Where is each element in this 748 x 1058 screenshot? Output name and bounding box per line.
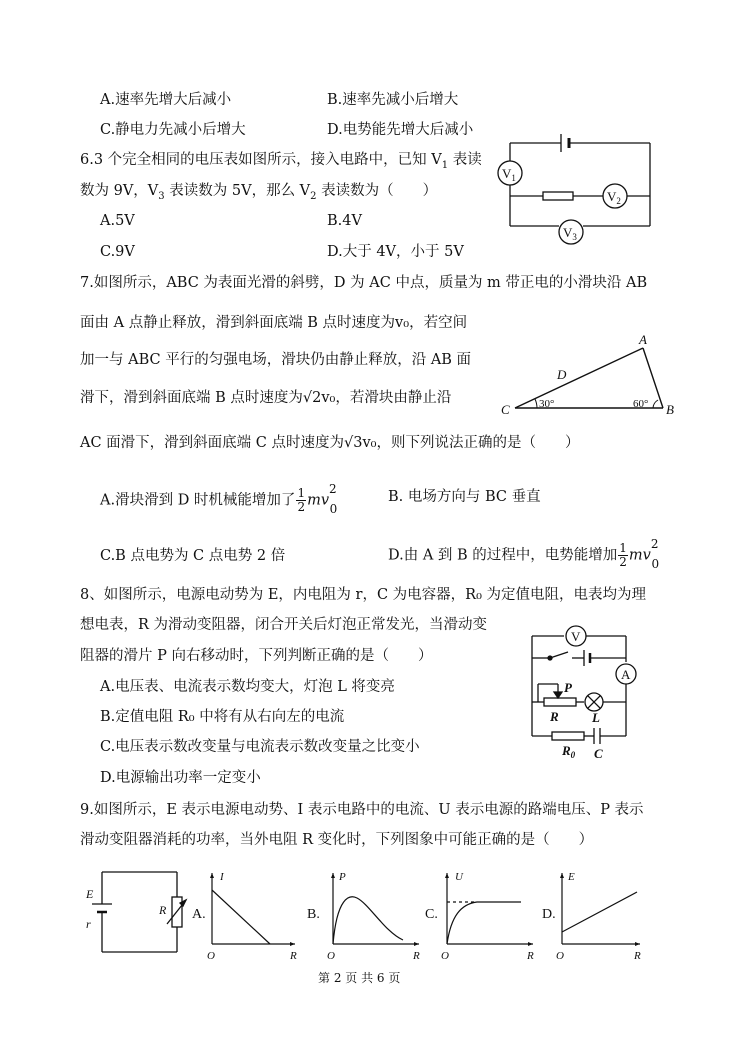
angle-b-label: 60° <box>633 398 649 410</box>
q9-stem-line1: 9.如图所示，E 表示电源电动势、I 表示电路中的电流、U 表示电源的路端电压、P 表示 <box>80 802 644 818</box>
svg-text:V2: $V_2$ <box>607 189 621 206</box>
q7-option-b: B. 电场方向与 BC 垂直 <box>388 489 541 505</box>
q7-stem-line5: AC 面滑下，滑到斜面底端 C 点时速度为√3v₀，则下列说法正确的是（ ） <box>80 435 580 451</box>
svg-text:V1: $V_1$ <box>502 166 516 183</box>
svg-text:U: U <box>455 871 463 883</box>
svg-text:V3: $V_3$ <box>563 225 577 242</box>
q6-voltmeter-circuit-diagram <box>495 128 660 248</box>
q8-option-c: C.电压表示数改变量与电流表示数改变量之比变小 <box>100 739 420 755</box>
svg-text:R: R <box>413 950 420 962</box>
point-d-label: D <box>557 367 567 382</box>
lamp-l-label: L <box>592 710 600 725</box>
point-a-label: A <box>639 332 647 347</box>
v2-label: V <box>607 189 617 204</box>
svg-text:O: O <box>207 950 215 962</box>
q7-option-d: D.由 A 到 B 的过程中，电势能增加 $\frac{1}{2}$ $mv^2_0$ <box>388 536 660 571</box>
capacitor-c-label: C <box>594 746 603 761</box>
q8-option-a: A.电压表、电流表示数均变大，灯泡 L 将变亮 <box>100 679 395 695</box>
svg-text:O: O <box>556 950 564 962</box>
q6-stem-line1: 6.3 个完全相同的电压表如图所示，接入电路中，已知 $V_1$ 表读 <box>80 152 482 171</box>
q7-stem-line1: 7.如图所示，ABC 为表面光滑的斜劈，D 为 AC 中点，质量为 m 带正电的小滑块沿 AB <box>80 275 648 291</box>
svg-text:R: R <box>634 950 641 962</box>
q8-option-b: B.定值电阻 R₀ 中将有从右向左的电流 <box>100 709 345 725</box>
svg-text:R0: $R_0$ <box>562 743 576 760</box>
q9-stem-line2: 滑动变阻器消耗的功率，当外电阻 R 变化时，下列图象中可能正确的是（ ） <box>80 832 594 848</box>
svg-text:O: O <box>327 950 335 962</box>
option-a-label: A. <box>192 907 206 922</box>
svg-text:E: E <box>568 871 575 883</box>
q6-option-a: A.5V <box>100 213 135 229</box>
q5-option-a: A.速率先增大后减小 <box>100 92 232 108</box>
q7-stem-line4: 滑下，滑到斜面底端 B 点时速度为√2v₀，若滑块由静止沿 <box>80 390 452 406</box>
svg-text:O: O <box>441 950 449 962</box>
q6-option-d: D.大于 4V，小于 5V <box>327 244 464 260</box>
q5-option-b: B.速率先减小后增大 <box>327 92 459 108</box>
q7-stem-line2: 面由 A 点静止释放，滑到斜面底端 B 点时速度为v₀，若空间 <box>80 315 468 331</box>
point-b-label: B <box>666 402 674 417</box>
q7-option-a: A.滑块滑到 D 时机械能增加了 $\frac{1}{2}$ $mv^2_0$ <box>100 481 338 516</box>
option-b-label: B. <box>307 907 320 922</box>
q7-option-c: C.B 点电势为 C 点电势 2 倍 <box>100 548 286 564</box>
svg-text:R: R <box>527 950 534 962</box>
page-number-footer: 第 2 页 共 6 页 <box>318 971 401 985</box>
q8-stem-line1: 8、如图所示，电源电动势为 E，内电阻为 r，C 为电容器，R₀ 为定值电阻，电表均为理 <box>80 587 646 603</box>
q8-option-d: D.电源输出功率一定变小 <box>100 770 261 786</box>
q9-graph-b <box>307 868 427 963</box>
q5-option-d: D.电势能先增大后减小 <box>327 122 474 138</box>
point-c-label: C <box>501 402 510 417</box>
v3-label: V <box>563 225 573 240</box>
q8-stem-line3: 阻器的滑片 P 向右移动时，下列判断正确的是（ ） <box>80 648 433 664</box>
q9-circuit-diagram <box>82 862 192 962</box>
voltmeter-label: V <box>571 629 581 644</box>
external-r-label: R <box>159 903 167 917</box>
option-d-label: D. <box>542 907 556 922</box>
angle-c-label: 30° <box>539 398 555 410</box>
q6-option-b: B.4V <box>327 213 362 229</box>
q7-incline-triangle-diagram <box>495 332 675 420</box>
rheostat-r-label: R <box>550 709 559 724</box>
r0-label: R <box>562 743 571 758</box>
option-c-label: C. <box>425 907 438 922</box>
svg-text:I: I <box>220 871 224 883</box>
ammeter-label: A <box>621 667 631 682</box>
q9-graph-d <box>542 868 647 963</box>
q9-graph-a <box>190 868 300 963</box>
svg-text:R: R <box>290 950 297 962</box>
q6-stem-line2: 数为 9V，$V_3$ 表读数为 5V，那么 $V_2$ 表读数为（ ） <box>80 183 438 202</box>
v1-label: V <box>502 166 512 181</box>
q8-sliding-rheostat-circuit-diagram <box>520 622 640 762</box>
internal-r-label: r <box>86 917 91 931</box>
q5-option-c: C.静电力先减小后增大 <box>100 122 246 138</box>
q8-stem-line2: 想电表，R 为滑动变阻器，闭合开关后灯泡正常发光，当滑动变 <box>80 617 488 633</box>
slider-p-label: P <box>564 680 572 695</box>
q7-stem-line3: 加一与 ABC 平行的匀强电场，滑块仍由静止释放，沿 AB 面 <box>80 352 472 368</box>
q9-graph-c <box>425 868 540 963</box>
q6-option-c: C.9V <box>100 244 135 260</box>
emf-e-label: E <box>86 887 94 901</box>
svg-text:P: P <box>339 871 346 883</box>
